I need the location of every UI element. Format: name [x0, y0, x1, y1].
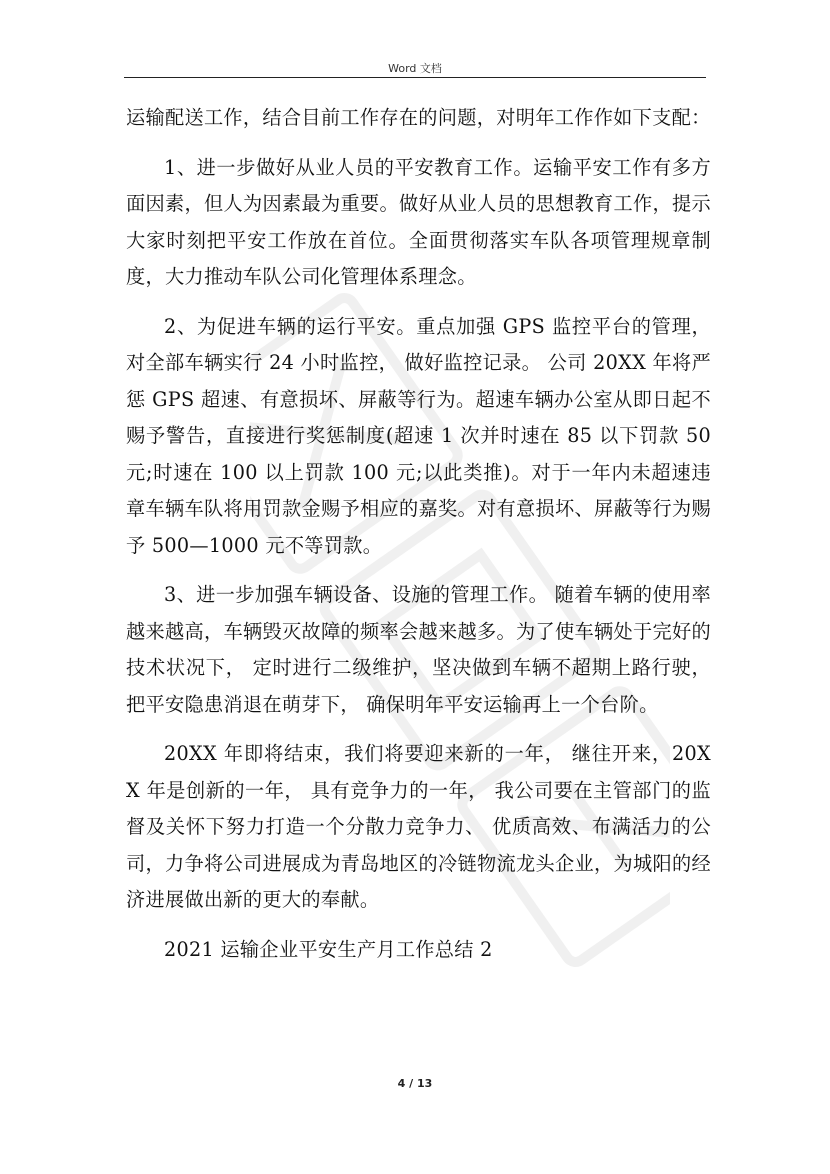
- paragraph-conclusion: 20XX 年即将结束，我们将要迎来新的一年， 继往开来，20XX 年是创新的一年， 具有竞争力的一年， 我公司要在主管部门的监督及关怀下努力打造一个分散力竞争力、 优质高效、布满活力的公司，力争将公司进展成为青岛地区的冷链物流龙头企业，为城阳的经济进展做出新的更大的奉献。: [126, 742, 711, 911]
- header-title: Word 文档: [388, 62, 442, 75]
- paragraph-item-2: 2、为促进车辆的运行平安。重点加强 GPS 监控平台的管理，对全部车辆实行 24 小时监控， 做好监控记录。 公司 20XX 年将严惩 GPS 超速、有意损坏、屏蔽等行为。超速车辆办公室从即日起不赐予警告，直接进行奖惩制度(超速 1 次并时速在 85 以下罚款 50 元;时速在 100 以上罚款 100 元;以此类推)。对于一年内未超速违章车辆车队将用罚款金赐予相应的嘉奖。对有意损坏、屏蔽等行为赐予 500—1000 元不等罚款。: [126, 314, 711, 557]
- paragraph-item-3: 3、进一步加强车辆设备、设施的管理工作。 随着车辆的使用率越来越高，车辆毁灭故障的频率会越来越多。为了使车辆处于完好的技术状况下， 定时进行二级维护，坚决做到车辆不超期上路行驶，把平安隐患消退在萌芽下， 确保明年平安运输再上一个台阶。: [126, 583, 711, 716]
- header-divider: [124, 77, 706, 78]
- paragraph-item-1: 1、进一步做好从业人员的平安教育工作。运输平安工作有多方面因素，但人为因素最为重要。做好从业人员的思想教育工作，提示大家时刻把平安工作放在首位。全面贯彻落实车队各项管理规章制度，大力推动车队公司化管理体系理念。: [126, 155, 711, 288]
- document-body: [126, 100, 711, 981]
- section-heading: 2021 运输企业平安生产月工作总结 2: [164, 937, 493, 961]
- page-number: 4 / 13: [397, 1077, 433, 1090]
- paragraph-continuation: 运输配送工作，结合目前工作存在的问题，对明年工作作如下支配：: [126, 106, 711, 129]
